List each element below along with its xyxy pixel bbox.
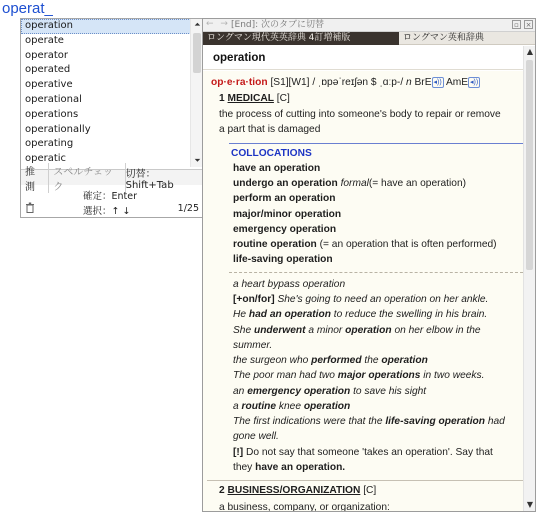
example-line: He had an operation to reduce the swelling in his brain. <box>233 309 488 320</box>
tab-longman-ee[interactable]: ロングマン現代英英辞典 4訂増補版 <box>203 32 399 45</box>
confirm-hint: 確定：Enter <box>83 191 137 202</box>
pronunciation-line <box>211 77 523 88</box>
bre-label: BrE <box>414 77 432 89</box>
headword: operation <box>203 46 523 70</box>
window-title: [End]: 次のタブに切替 <box>231 20 325 30</box>
tab-spellcheck[interactable]: スペルチェック <box>48 163 125 193</box>
example-line: a routine knee operation <box>233 401 351 412</box>
entry-content <box>203 71 523 511</box>
example-line: gone well. <box>233 431 279 442</box>
ame-label: AmE <box>445 77 469 89</box>
suggestion-item[interactable]: operated <box>25 64 71 76</box>
example-line: The poor man had two major operations in two weeks. <box>233 370 485 381</box>
example-line: The first indications were that the life-saving operation had <box>233 416 505 427</box>
restore-icon[interactable]: ▫ <box>512 20 521 29</box>
usage-note: [!] Do not say that someone 'takes an operation'. Say that <box>233 447 493 458</box>
suggestion-item[interactable]: operative <box>25 79 73 91</box>
collocation: perform an operation <box>233 193 336 204</box>
suggestion-item[interactable]: operations <box>25 108 79 120</box>
dictionary-tabs <box>203 32 535 45</box>
sense-label: MEDICAL <box>227 93 274 104</box>
collocation: undergo an operation formal(= have an operation) <box>233 178 467 189</box>
tab-longman-ej[interactable]: ロングマン英和辞典 <box>399 32 535 45</box>
suggestion-item[interactable]: operate <box>25 34 64 46</box>
usage-note: they have an operation. <box>233 462 346 473</box>
suggestion-item[interactable]: operation <box>21 19 191 34</box>
entry-word: op·e·ra·tion <box>211 77 268 89</box>
window-titlebar <box>203 19 535 32</box>
speaker-icon[interactable]: ◂)) <box>470 79 479 86</box>
example-line: a heart bypass operation <box>233 279 346 290</box>
collocation: have an operation <box>233 163 321 174</box>
scroll-thumb[interactable] <box>193 33 201 73</box>
pronunciation: [S1][W1] / ˌɒpəˈreɪʃən $ ˌɑːp-/ n <box>270 77 412 89</box>
collocation: routine operation (= an operation that is often performed) <box>233 239 497 250</box>
switch-hint: 切替：Shift+Tab <box>125 168 174 191</box>
collocations-top-rule <box>229 143 523 144</box>
suggestion-item[interactable]: operational <box>25 93 82 105</box>
definition-line: the process of cutting into someone's body to repair or remove <box>219 109 501 120</box>
grammar-code: [C] <box>276 93 290 104</box>
example-line: an emergency operation to save his sight <box>233 386 427 397</box>
suggestion-item[interactable]: operating <box>25 138 74 150</box>
suggestion-list <box>21 19 191 167</box>
suggestion-mode-tabs <box>21 166 203 193</box>
speaker-icon[interactable]: ◂)) <box>433 79 442 86</box>
example-line: She underwent a minor operation on her elbow in the <box>233 325 481 336</box>
collocation: emergency operation <box>233 224 337 235</box>
scroll-up-icon[interactable]: ▲ <box>526 47 534 56</box>
nav-arrows-icon[interactable]: ← → <box>206 19 230 29</box>
definition-line: a business, company, or organization: <box>219 502 390 511</box>
search-query[interactable]: operat_ <box>2 0 53 17</box>
sense-divider <box>207 480 523 481</box>
suggestion-popup <box>20 18 204 218</box>
scroll-down-icon[interactable]: ⏷ <box>194 156 201 165</box>
result-count: 1/25 <box>177 203 199 214</box>
example-line: the surgeon who performed the operation <box>233 355 428 366</box>
dictionary-window <box>202 18 536 512</box>
entry-scrollbar[interactable] <box>523 46 535 511</box>
suggestion-item[interactable]: operationally <box>25 123 91 135</box>
suggestion-item[interactable]: operator <box>25 49 69 61</box>
collocations-divider <box>229 272 523 273</box>
example-line: summer. <box>233 340 273 351</box>
sense-number: 1 <box>219 93 225 104</box>
collocation: life-saving operation <box>233 254 333 265</box>
close-icon[interactable]: × <box>525 21 532 29</box>
scroll-top-icon[interactable]: ⏶ <box>194 20 201 29</box>
scroll-thumb[interactable] <box>526 60 533 270</box>
sense-2-heading: 2 BUSINESS/ORGANIZATION [C] <box>219 485 377 496</box>
tab-guess[interactable]: 推測 <box>25 166 35 193</box>
suggestion-item[interactable]: operatic <box>25 153 67 165</box>
collocations-heading: COLLOCATIONS <box>231 148 312 159</box>
scroll-down-icon[interactable]: ▼ <box>526 500 534 509</box>
collocation: major/minor operation <box>233 209 342 220</box>
sense-1-heading <box>219 93 523 104</box>
example-line: [+on/for] She's going to need an operation on her ankle. <box>233 294 489 305</box>
suggestion-footer <box>21 185 203 217</box>
trash-icon[interactable] <box>25 202 35 213</box>
definition-line: a part that is damaged <box>219 124 321 135</box>
select-hint: 選択：↑ ↓ <box>83 206 131 217</box>
